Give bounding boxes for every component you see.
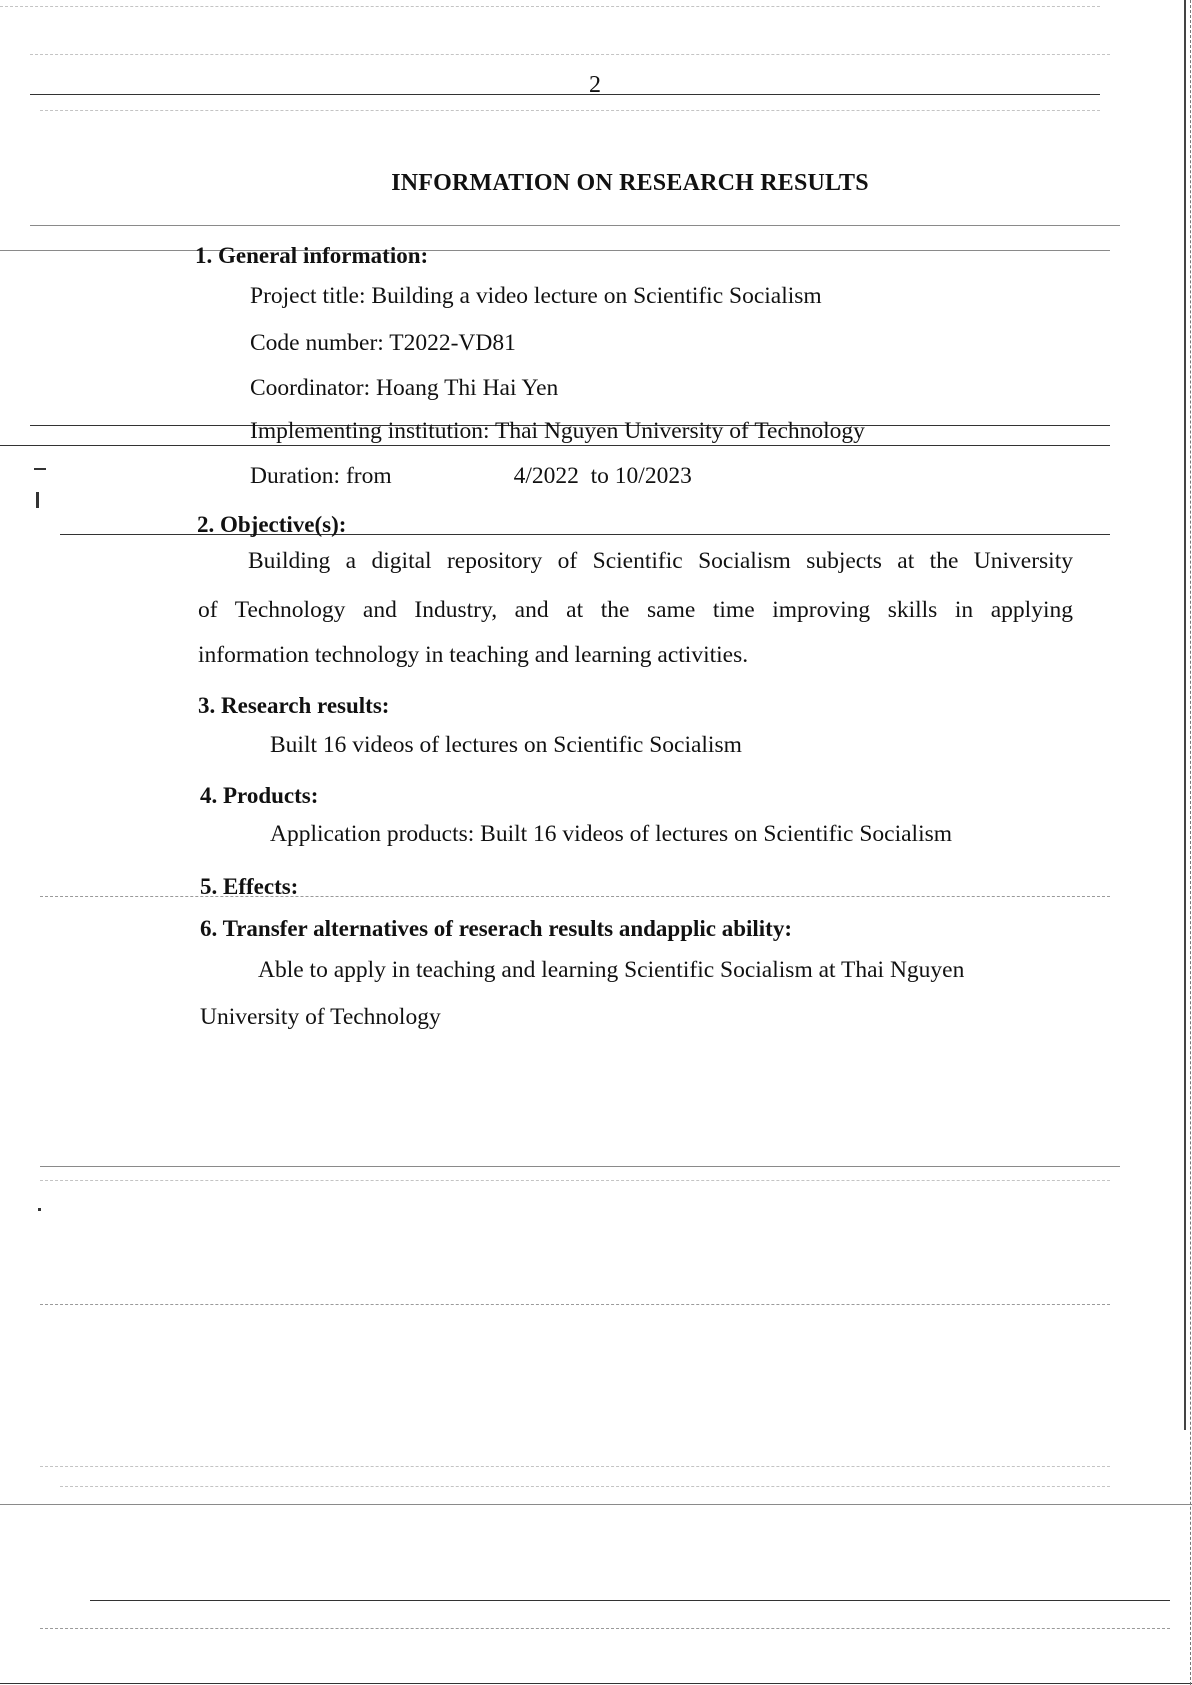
objective-line: of Technology and Industry, and at the same time improving skills in applying [198, 597, 1073, 623]
products-heading: 4. Products: [200, 783, 319, 808]
page-number: 2 [589, 72, 601, 98]
transfer-heading: 6. Transfer alternatives of reserach results andapplic ability: [200, 916, 793, 941]
document-title: INFORMATION ON RESEARCH RESULTS [391, 170, 869, 196]
coordinator: Coordinator: Hoang Thi Hai Yen [250, 375, 559, 401]
duration-label: Duration: from [250, 463, 392, 489]
scan-speck [36, 492, 39, 508]
scan-line [60, 1486, 1110, 1487]
objectives-heading: 2. Objective(s): [197, 512, 347, 537]
scan-line [30, 225, 1120, 226]
duration [250, 463, 692, 490]
scan-line [40, 1466, 1110, 1467]
scan-line [0, 6, 1100, 7]
products-text: Application products: Built 16 videos of lectures on Scientific Socialism [270, 821, 953, 847]
scan-line [0, 445, 1110, 446]
scan-edge [1190, 0, 1191, 1685]
research-results-text: Built 16 videos of lectures on Scientific Socialism [270, 732, 742, 758]
scan-line [40, 1166, 1120, 1167]
scan-line [40, 1180, 1110, 1181]
implementing-institution: Implementing institution: Thai Nguyen University of Technology [250, 418, 865, 444]
scan-line [0, 250, 1110, 251]
scan-speck [34, 468, 46, 470]
research-results-heading: 3. Research results: [198, 693, 390, 718]
objective-line: Building a digital repository of Scientific Socialism subjects at the University [248, 548, 1073, 574]
scan-line [30, 54, 1110, 55]
scan-line [0, 1504, 1192, 1505]
objective-line: information technology in teaching and learning activities. [198, 642, 749, 668]
transfer-line: Able to apply in teaching and learning Scientific Socialism at Thai Nguyen [258, 957, 965, 983]
scan-line [40, 1304, 1110, 1305]
scan-line [40, 1628, 1170, 1629]
transfer-line: University of Technology [200, 1004, 441, 1030]
scan-line [0, 1683, 1192, 1684]
general-info-heading: 1. General information: [195, 243, 429, 268]
scan-line [40, 110, 1100, 111]
project-title: Project title: Building a video lecture on Scientific Socialism [250, 283, 822, 309]
effects-heading: 5. Effects: [200, 874, 299, 899]
duration-value: 4/2022 to 10/2023 [513, 463, 692, 489]
scan-speck [38, 1208, 41, 1211]
code-number: Code number: T2022-VD81 [250, 330, 516, 356]
scan-edge [1184, 0, 1186, 1430]
scan-line [90, 1600, 1170, 1601]
